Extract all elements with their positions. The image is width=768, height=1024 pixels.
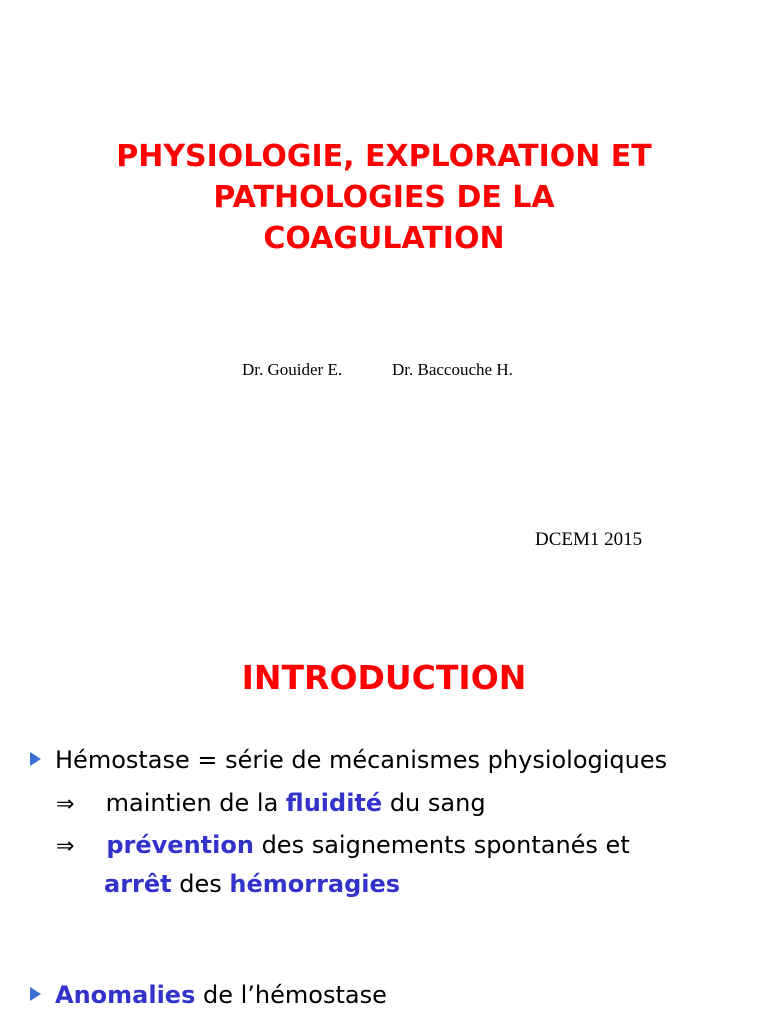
authors (0, 360, 768, 384)
author-baccouche: Dr. Baccouche H. (392, 360, 513, 379)
arrow-bullet-icon (30, 987, 41, 1001)
highlight-hemorragies: hémorragies (229, 870, 401, 898)
title-line-1: PHYSIOLOGIE, EXPLORATION ET (116, 139, 652, 174)
highlight-anomalies: Anomalies (55, 981, 196, 1009)
bullet-anomalies (30, 980, 387, 1010)
anomalies-post: de l’hémostase (195, 981, 387, 1009)
sub-bullet-prevention (56, 830, 630, 862)
document-title (40, 136, 728, 259)
sub2-mid: des saignements spontanés et (253, 831, 630, 859)
sub1-post: du sang (382, 789, 486, 817)
bullet-hemostase-text: Hémostase = série de mécanismes physiologiques (55, 746, 668, 774)
sub1-pre: maintien de la (98, 789, 286, 817)
sub-bullet-arret (104, 869, 400, 899)
highlight-arret: arrêt (104, 870, 172, 898)
title-line-3: COAGULATION (263, 221, 505, 256)
highlight-fluidite: fluidité (285, 789, 383, 817)
course-label: DCEM1 2015 (535, 529, 643, 550)
implies-arrow-icon: ⇒ (56, 792, 75, 817)
arrow-bullet-icon (30, 752, 41, 766)
sub2-cont-mid: des (171, 870, 230, 898)
author-gouider: Dr. Gouider E. (242, 360, 343, 379)
implies-arrow-icon: ⇒ (56, 834, 75, 859)
bullet-hemostase (30, 745, 667, 775)
title-line-2: PATHOLOGIES DE LA (213, 180, 555, 215)
highlight-prevention: prévention (98, 831, 254, 859)
sub-bullet-fluidite (56, 788, 486, 820)
section-heading-introduction: INTRODUCTION (241, 658, 527, 697)
